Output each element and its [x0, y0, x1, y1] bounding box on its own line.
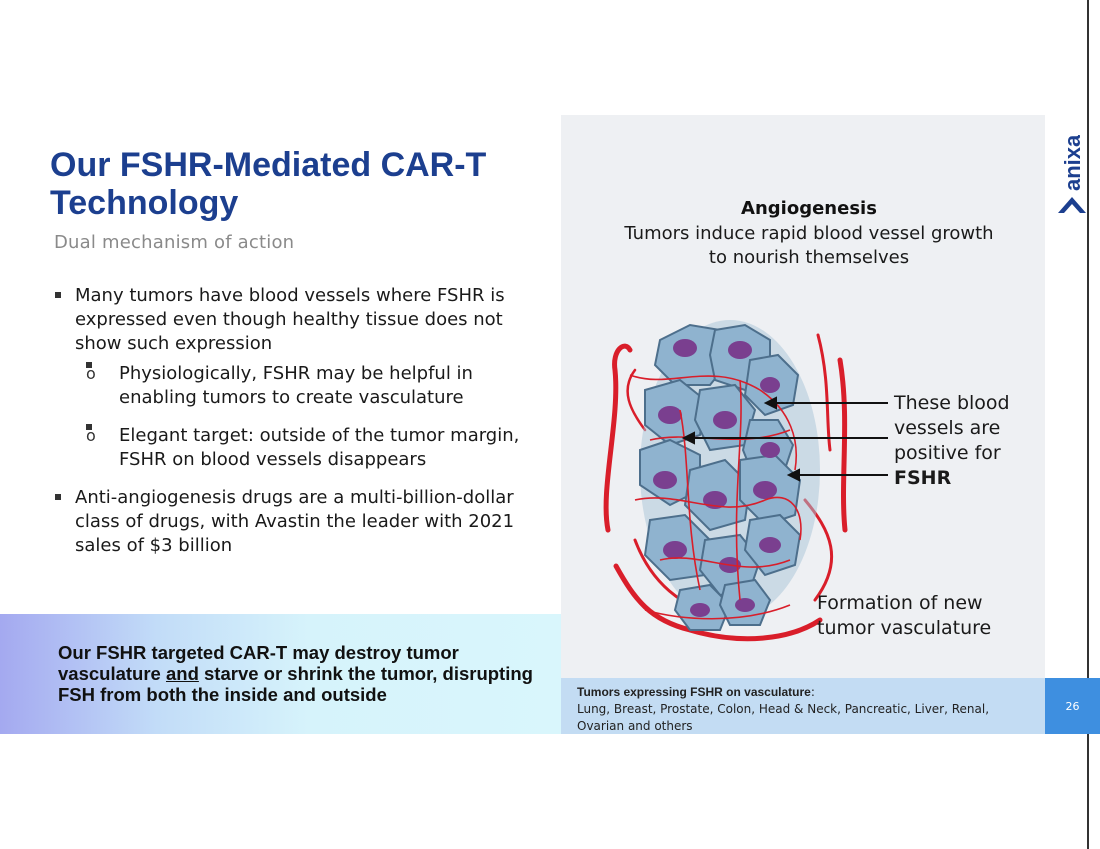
fshr-vessels-label [894, 391, 1034, 491]
bullet-item [54, 284, 534, 472]
logo-text: anixa [1060, 135, 1085, 191]
sub-bullet-marker: o [86, 426, 96, 445]
bullet-list [54, 284, 534, 564]
panel-title: Angiogenesis [741, 198, 877, 219]
square-bullet-icon [55, 292, 61, 298]
logo-mark-icon [1058, 197, 1086, 213]
sub-bullet-text: Physiologically, FSHR may be helpful in enabling tumors to create vasculature [119, 363, 473, 408]
callout-text [58, 642, 548, 705]
footer-text [577, 684, 1027, 735]
square-bullet-icon [55, 494, 61, 500]
sub-bullet-text: Elegant target: outside of the tumor margin, FSHR on blood vessels disappears [119, 425, 520, 470]
footer-colon: : [810, 685, 815, 699]
callout-text-part1: Our FSHR targeted CAR-T may destroy tumor vasculature [58, 642, 459, 684]
callout-emphasis: and [165, 663, 199, 684]
page-number: 26 [1045, 678, 1100, 734]
sub-bullet-marker: o [86, 364, 96, 383]
bullet-item [54, 486, 534, 558]
title-line-1: Our FSHR-Mediated CAR-T [50, 146, 487, 184]
anixa-logo [1052, 135, 1092, 217]
formation-label: Formation of new tumor vasculature [817, 592, 992, 639]
footer-list: Lung, Breast, Prostate, Colon, Head & Neck, Pancreatic, Liver, Renal, Ovarian and others [577, 702, 990, 733]
sub-bullet-list [75, 362, 534, 472]
fshr-vessels-text: These blood vessels are positive for [894, 392, 1010, 464]
page-subtitle: Dual mechanism of action [54, 232, 295, 253]
fshr-bold-label: FSHR [894, 467, 952, 489]
sub-bullet-item [54, 362, 534, 410]
title-line-2: Technology [50, 184, 239, 222]
callout-text-part2: starve or shrink the tumor, disrupting FSH from both the inside and outside [58, 663, 533, 705]
panel-description: Tumors induce rapid blood vessel growth to nourish themselves [624, 223, 994, 268]
bullet-text: Many tumors have blood vessels where FSHR is expressed even though healthy tissue does not show such expression [75, 285, 505, 354]
page-title [50, 146, 550, 222]
sub-bullet-item [54, 424, 534, 472]
footer-title: Tumors expressing FSHR on vasculature [577, 685, 811, 699]
bullet-text: Anti-angiogenesis drugs are a multi-billion-dollar class of drugs, with Avastin the leader with 2021 sales of $3 billion [75, 487, 515, 556]
